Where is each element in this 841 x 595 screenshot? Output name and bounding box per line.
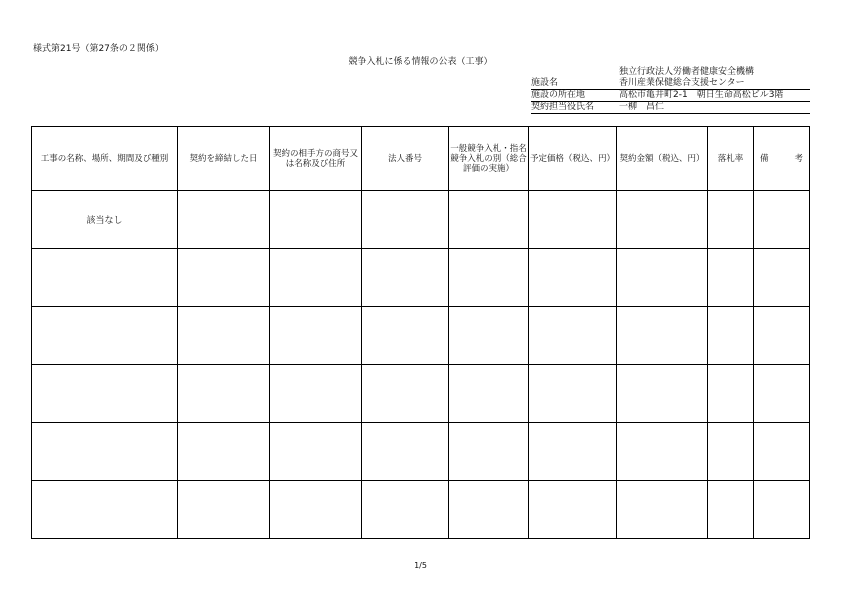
table-cell	[362, 365, 449, 423]
table-cell	[617, 307, 708, 365]
table-cell	[754, 481, 810, 539]
table-header-row	[32, 127, 810, 191]
header-work-name: 工事の名称、場所、期間及び種別	[32, 127, 178, 191]
facility-name-row	[531, 78, 810, 90]
table-cell	[449, 365, 529, 423]
table-cell	[270, 191, 362, 249]
table-cell	[529, 249, 617, 307]
table-row	[32, 191, 810, 249]
header-remarks-part-1: 備	[759, 153, 769, 164]
table-cell	[708, 481, 754, 539]
table-cell	[178, 249, 270, 307]
header-award-rate: 落札率	[708, 127, 754, 191]
table-cell	[449, 249, 529, 307]
table-cell	[529, 481, 617, 539]
table-row	[32, 249, 810, 307]
table-cell	[362, 481, 449, 539]
table-cell	[32, 307, 178, 365]
table-cell	[754, 191, 810, 249]
table-cell	[178, 307, 270, 365]
contract-officer-label: 契約担当役氏名	[531, 102, 595, 112]
contract-officer-row	[531, 102, 810, 114]
table-cell	[754, 423, 810, 481]
table-cell	[708, 307, 754, 365]
table-cell	[270, 307, 362, 365]
table-row	[32, 423, 810, 481]
table-row	[32, 365, 810, 423]
table-cell	[708, 423, 754, 481]
table-cell	[178, 365, 270, 423]
table-cell	[449, 481, 529, 539]
table-cell	[32, 249, 178, 307]
table-cell	[708, 249, 754, 307]
page-number: 1/5	[414, 561, 427, 570]
table-cell	[708, 365, 754, 423]
table-cell: 該当なし	[32, 191, 178, 249]
table-cell	[449, 307, 529, 365]
header-corporate-number: 法人番号	[362, 127, 449, 191]
table-cell	[529, 365, 617, 423]
table-cell	[270, 481, 362, 539]
facility-address-value: 高松市亀井町2-1 朝日生命高松ビル3階	[619, 90, 784, 100]
table-cell	[270, 365, 362, 423]
table-cell	[617, 249, 708, 307]
table-cell	[32, 423, 178, 481]
table-cell	[617, 365, 708, 423]
facility-name-label: 施設名	[531, 78, 559, 88]
table-row	[32, 481, 810, 539]
table-cell	[178, 191, 270, 249]
contract-officer-value: 一柳 昌仁	[619, 102, 665, 112]
table-cell	[529, 191, 617, 249]
header-remarks	[754, 127, 810, 191]
table-cell	[362, 249, 449, 307]
facility-name-value: 香川産業保健総合支援センター	[619, 78, 745, 88]
table-cell	[362, 423, 449, 481]
table-cell	[449, 423, 529, 481]
header-bid-type: 一般競争入札・指名競争入札の別（総合評価の実施）	[449, 127, 529, 191]
table-cell	[449, 191, 529, 249]
table-cell	[270, 249, 362, 307]
table-cell	[754, 365, 810, 423]
facility-address-row	[531, 90, 810, 102]
header-contract-amount: 契約金額（税込、円）	[617, 127, 708, 191]
bid-info-table	[31, 126, 810, 539]
form-number: 様式第21号（第27条の２関係）	[33, 44, 164, 54]
header-planned-price: 予定価格（税込、円）	[529, 127, 617, 191]
table-cell	[754, 307, 810, 365]
table-cell	[178, 481, 270, 539]
table-cell	[32, 481, 178, 539]
document-title: 競争入札に係る情報の公表（工事）	[348, 57, 493, 67]
table-cell	[529, 423, 617, 481]
table-cell	[270, 423, 362, 481]
table-row	[32, 307, 810, 365]
table-cell	[617, 191, 708, 249]
header-contractor: 契約の相手方の商号又は名称及び住所	[270, 127, 362, 191]
table-cell	[617, 481, 708, 539]
table-cell	[362, 307, 449, 365]
table-cell	[708, 191, 754, 249]
header-contract-date: 契約を締結した日	[178, 127, 270, 191]
table-cell	[362, 191, 449, 249]
table-cell	[754, 249, 810, 307]
table-cell	[617, 423, 708, 481]
table-cell	[178, 423, 270, 481]
table-cell	[529, 307, 617, 365]
table-cell	[32, 365, 178, 423]
facility-address-label: 施設の所在地	[531, 90, 586, 100]
header-remarks-part-2: 考	[794, 153, 804, 164]
organization-name: 独立行政法人労働者健康安全機構	[619, 67, 755, 77]
